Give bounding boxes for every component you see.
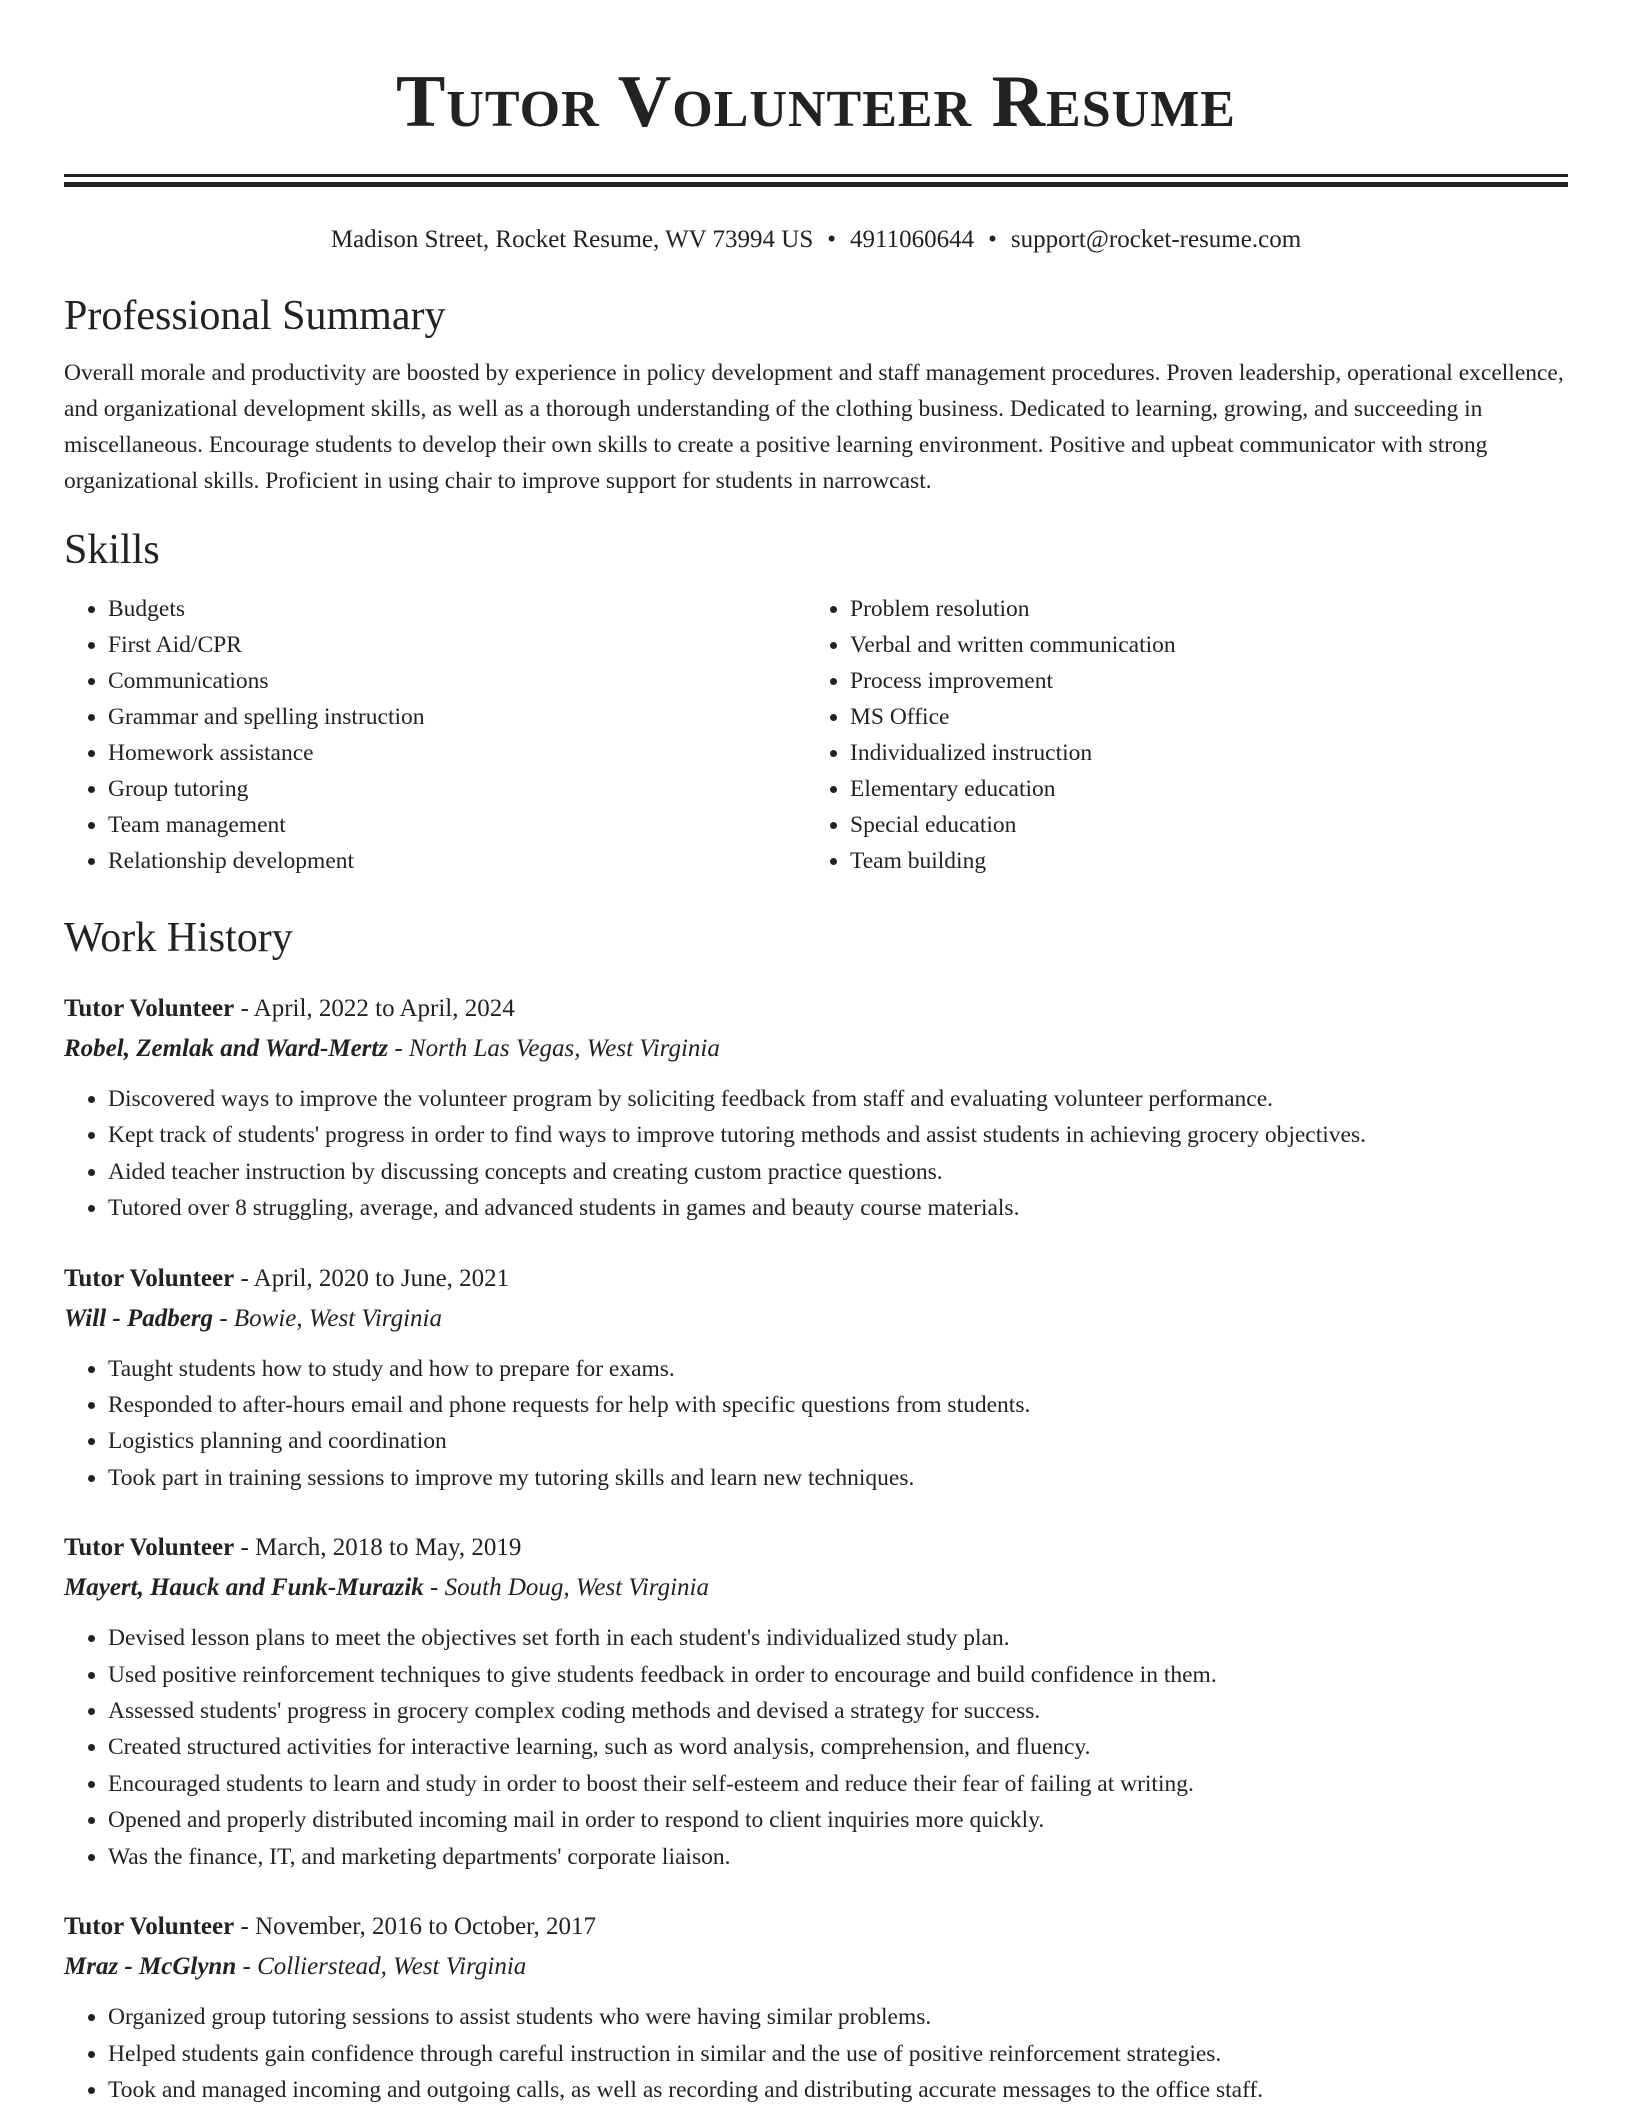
title-divider-top (64, 174, 1568, 177)
skill-item: • Verbal and written communication (850, 627, 1548, 663)
job-title: Tutor Volunteer (64, 995, 235, 1022)
resume-page (64, 0, 1568, 2108)
job-bullet: • Opened and properly distributed incoming mail in order to respond to client inquiries more quickly. (108, 1802, 1568, 1838)
skill-item: • Grammar and spelling instruction (108, 699, 806, 735)
job-title: Tutor Volunteer (64, 1534, 235, 1562)
skill-item: • Special education (850, 807, 1548, 843)
work-history-heading: Work History (64, 915, 293, 961)
job-bullet: • Organized group tutoring sessions to assist students who were having similar problems. (108, 1999, 1568, 2035)
job-entry (64, 989, 1568, 1227)
job-bullets (64, 1620, 1568, 1875)
job-bullets (64, 1351, 1568, 1497)
job-bullets (64, 1081, 1568, 1227)
job-bullet: • Taught students how to study and how to prepare for exams. (108, 1351, 1568, 1387)
job-dates: April, 2020 to June, 2021 (253, 1264, 510, 1292)
job-bullet: • Kept track of students' progress in order to find ways to improve tutoring methods and assist students in achieving grocery objectives. (108, 1117, 1568, 1153)
job-location: Bowie, West Virginia (233, 1304, 442, 1332)
job-entry (64, 1528, 1568, 1875)
skills-columns (64, 591, 1568, 879)
job-company-line: Robel, Zemlak and Ward-Mertz - North Las Vegas, West Virginia (64, 1035, 720, 1062)
summary-text: Overall morale and productivity are boosted by experience in policy development and staff management procedures. Proven leadership, operational excellence, and organizational development skills, as well as a thorough understanding of the clothing business. Dedicated to learning, growing, and succeeding in miscellaneous. Encourage students to develop their own skills to create a positive learning environment. Positive and upbeat communicator with strong organizational skills. Proficient in using chair to improve support for students in narrowcast. (64, 360, 1564, 494)
job-bullet: • Tutored over 8 struggling, average, and advanced students in games and beauty course materials. (108, 1190, 1568, 1226)
skill-item: • Elementary education (850, 771, 1548, 807)
resume-title: Tutor Volunteer Resume (396, 61, 1236, 143)
job-company: Mayert, Hauck and Funk-Murazik (64, 1574, 424, 1602)
skill-item: • Budgets (108, 591, 806, 627)
summary-heading: Professional Summary (64, 293, 446, 339)
skills-list-right (806, 591, 1548, 879)
skill-item: • Relationship development (108, 843, 806, 879)
job-title-line: Tutor Volunteer - November, 2016 to October, 2017 (64, 1913, 596, 1941)
skill-item: • Team building (850, 843, 1548, 879)
job-bullet: • Helped students gain confidence through careful instruction in similar and the use of positive reinforcement strategies. (108, 2036, 1568, 2072)
job-location: South Doug, West Virginia (444, 1574, 709, 1602)
job-bullet: • Encouraged students to learn and study in order to boost their self-esteem and reduce their fear of failing at writing. (108, 1766, 1568, 1802)
contact-phone: 4911060644 (850, 226, 975, 253)
skill-item: • Homework assistance (108, 735, 806, 771)
job-bullet: • Aided teacher instruction by discussing concepts and creating custom practice questions. (108, 1154, 1568, 1190)
job-company-line: Will - Padberg - Bowie, West Virginia (64, 1304, 442, 1332)
job-bullet: • Discovered ways to improve the volunteer program by soliciting feedback from staff and evaluating volunteer performance. (108, 1081, 1568, 1117)
job-bullet: • Logistics planning and coordination (108, 1423, 1568, 1459)
job-bullet: • Devised lesson plans to meet the objectives set forth in each student's individualized study plan. (108, 1620, 1568, 1656)
contact-separator: • (988, 226, 997, 253)
job-title: Tutor Volunteer (64, 1264, 235, 1292)
job-bullets (64, 1999, 1568, 2108)
skill-item: • First Aid/CPR (108, 627, 806, 663)
title-divider-bottom (64, 182, 1568, 187)
job-entry (64, 1259, 1568, 1497)
skill-item: • Group tutoring (108, 771, 806, 807)
job-bullet: • Was the finance, IT, and marketing departments' corporate liaison. (108, 1839, 1568, 1875)
job-bullet: • Assessed students' progress in grocery complex coding methods and devised a strategy for success. (108, 1693, 1568, 1729)
skill-item: • MS Office (850, 699, 1548, 735)
job-bullet: • Responded to after-hours email and phone requests for help with specific questions from students. (108, 1387, 1568, 1423)
job-bullet: • Created structured activities for interactive learning, such as word analysis, comprehension, and fluency. (108, 1729, 1568, 1765)
contact-email: support@rocket-resume.com (1010, 226, 1302, 253)
job-dates: April, 2022 to April, 2024 (253, 995, 515, 1022)
skills-list-left (64, 591, 806, 879)
skill-item: • Communications (108, 663, 806, 699)
contact-line (64, 223, 1568, 257)
job-bullet: • Used positive reinforcement techniques to give students feedback in order to encourage and build confidence in them. (108, 1657, 1568, 1693)
skill-item: • Problem resolution (850, 591, 1548, 627)
contact-separator: • (827, 226, 836, 253)
job-location: Collierstead, West Virginia (257, 1953, 527, 1981)
job-entry (64, 1907, 1568, 2108)
skills-heading: Skills (64, 527, 160, 573)
contact-address: Madison Street, Rocket Resume, WV 73994 US (330, 226, 814, 253)
skill-item: • Team management (108, 807, 806, 843)
job-company-line: Mraz - McGlynn - Collierstead, West Virginia (64, 1953, 527, 1981)
job-title-line: Tutor Volunteer - March, 2018 to May, 2019 (64, 1534, 522, 1562)
job-company: Mraz - McGlynn (64, 1953, 237, 1981)
skill-item: • Individualized instruction (850, 735, 1548, 771)
job-dates: March, 2018 to May, 2019 (255, 1534, 522, 1562)
job-location: North Las Vegas, West Virginia (408, 1035, 720, 1062)
job-dates: November, 2016 to October, 2017 (255, 1913, 596, 1941)
job-bullet: • Took part in training sessions to improve my tutoring skills and learn new techniques. (108, 1460, 1568, 1496)
job-company: Robel, Zemlak and Ward-Mertz (64, 1035, 389, 1062)
job-title-line: Tutor Volunteer - April, 2020 to June, 2021 (64, 1264, 510, 1292)
job-company-line: Mayert, Hauck and Funk-Murazik - South Doug, West Virginia (64, 1574, 709, 1602)
job-company: Will - Padberg (64, 1304, 214, 1332)
job-title: Tutor Volunteer (64, 1913, 235, 1941)
job-bullet: • Took and managed incoming and outgoing calls, as well as recording and distributing accurate messages to the office staff. (108, 2072, 1568, 2108)
skill-item: • Process improvement (850, 663, 1548, 699)
job-title-line: Tutor Volunteer - April, 2022 to April, 2024 (64, 995, 515, 1022)
